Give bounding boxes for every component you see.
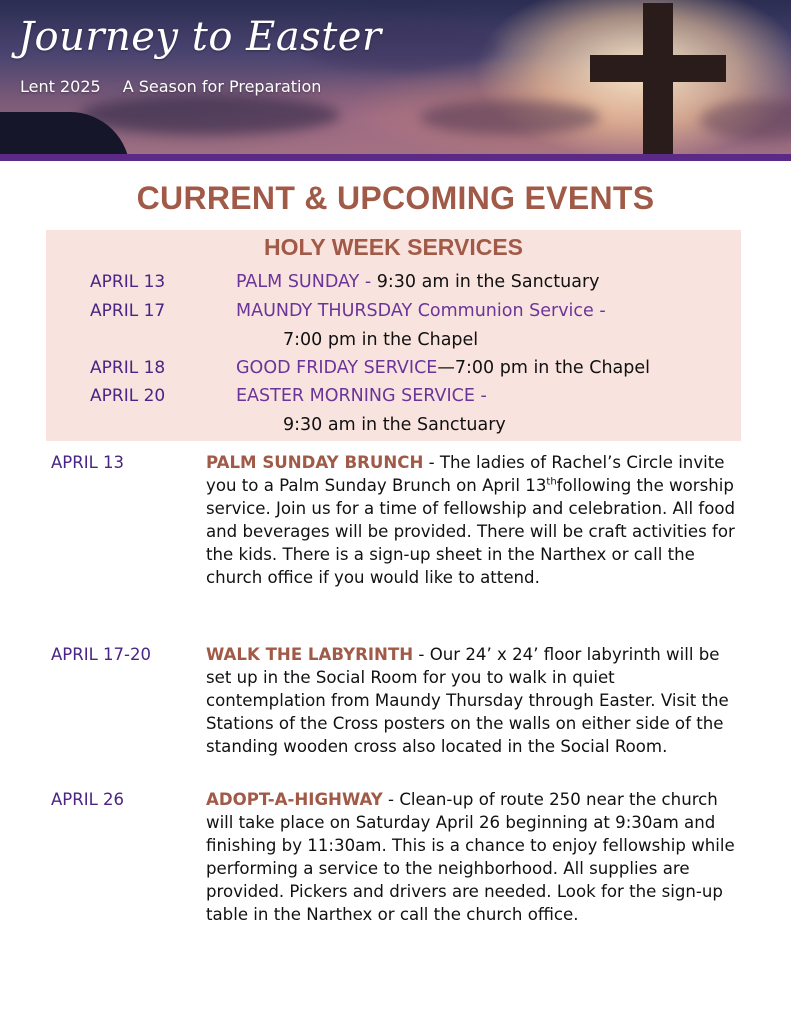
event-text: - Our 24’ x 24’ floor labyrinth will be set up in the Social Room for you to walk in quiet contemplation from Maundy Thursday through Easter. Visit the Stations of the Cross posters on the walls on either side of the standing wooden cross also located in the Social Room.	[206, 645, 729, 756]
section-title: CURRENT & UPCOMING EVENTS	[136, 180, 655, 216]
header-divider	[0, 154, 791, 161]
event-title: WALK THE LABYRINTH	[206, 645, 414, 664]
service-date: APRIL 18	[90, 358, 166, 378]
newsletter-subtitle	[20, 77, 321, 96]
event-text: following the worship service. Join us for a time of fellowship and celebration. All food and beverages will be provided. There will be craft activities for the kids. There is a sign-up sheet in the Narthex or call the church office if you would like to attend.	[206, 476, 736, 587]
service-date: APRIL 13	[90, 272, 166, 292]
cross-icon-beam	[590, 55, 726, 82]
cloud-shape	[700, 100, 791, 140]
event-date: APRIL 13	[51, 453, 125, 472]
event-date: APRIL 26	[51, 790, 125, 809]
header-banner	[0, 0, 791, 155]
event-description	[206, 451, 736, 589]
service-name: EASTER MORNING SERVICE -	[236, 386, 487, 406]
service-name: MAUNDY THURSDAY Communion Service -	[236, 301, 606, 321]
event-text: - The ladies of Rachel’s Circle invite you to a Palm Sunday Brunch on April 13	[206, 453, 725, 495]
service-date: APRIL 17	[90, 301, 166, 321]
holy-week-heading: HOLY WEEK SERVICES	[263, 234, 524, 260]
event-description	[206, 643, 736, 758]
service-detail: —7:00 pm in the Chapel	[437, 358, 651, 378]
event-title: PALM SUNDAY BRUNCH	[206, 453, 424, 472]
ordinal-suffix: th	[546, 476, 557, 488]
event-date: APRIL 17-20	[51, 645, 151, 664]
service-continuation: 9:30 am in the Sanctuary	[283, 415, 506, 435]
service-line	[236, 272, 600, 292]
service-detail: 9:30 am in the Sanctuary	[371, 272, 600, 292]
holy-week-box	[46, 230, 741, 441]
service-name: PALM SUNDAY -	[236, 272, 372, 292]
event-title: ADOPT-A-HIGHWAY	[206, 790, 383, 809]
service-continuation: 7:00 pm in the Chapel	[283, 330, 479, 350]
event-text: - Clean-up of route 250 near the church will take place on Saturday April 26 beginning at 9:30am and finishing by 11:30am. This is a chance to enjoy fellowship while performing a service to the neighborhood. All supplies are provided. Pickers and drivers are needed. Look for the sign-up table in the Narthex or call the church office.	[206, 790, 735, 924]
lent-year: Lent 2025	[20, 77, 101, 96]
cloud-shape	[420, 100, 600, 135]
season-tagline: A Season for Preparation	[122, 77, 322, 96]
service-name: GOOD FRIDAY SERVICE	[236, 358, 438, 378]
event-description	[206, 788, 736, 926]
cloud-shape	[80, 95, 340, 135]
service-date: APRIL 20	[90, 386, 166, 406]
newsletter-title: Journey to Easter	[18, 14, 382, 60]
service-line	[236, 386, 487, 406]
service-line	[236, 301, 606, 321]
service-line	[236, 358, 650, 378]
